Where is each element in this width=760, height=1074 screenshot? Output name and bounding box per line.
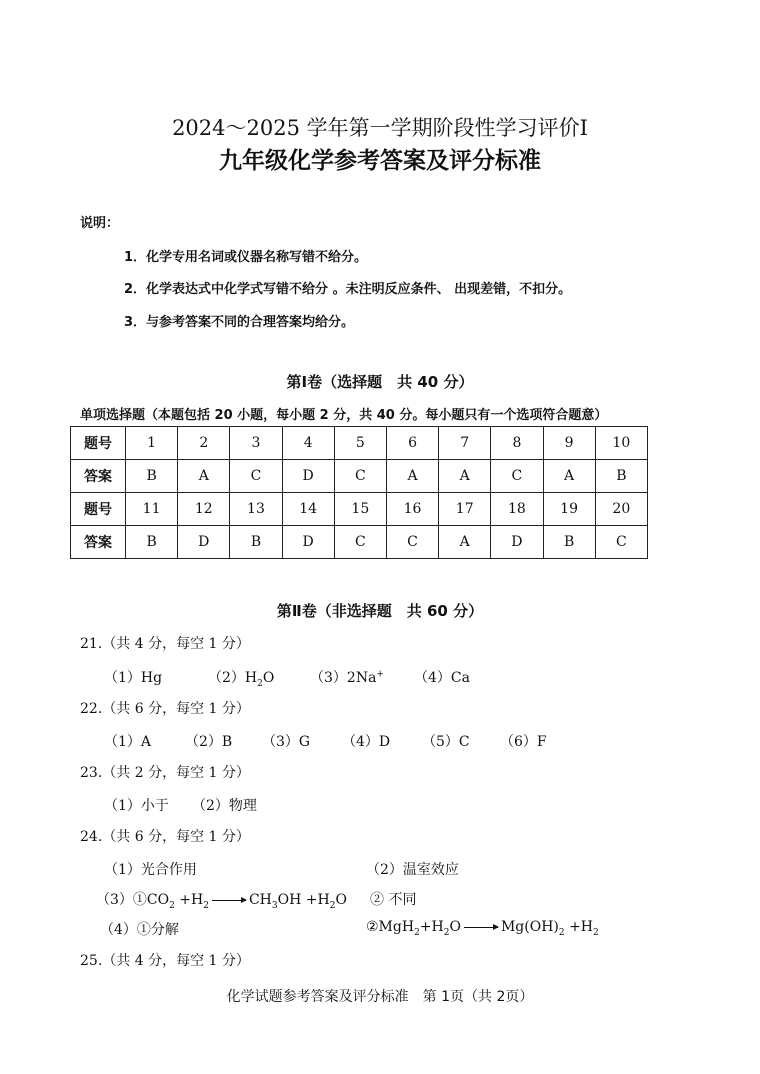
page-title-line2: 九年级化学参考答案及评分标准 — [219, 148, 541, 174]
number-cell: 4 — [282, 427, 334, 460]
reaction-arrow-icon — [212, 900, 246, 901]
answer-cell: C — [595, 526, 647, 559]
q21-answer-3: （3）2Na+ — [310, 669, 384, 686]
answer-cell: D — [282, 526, 334, 559]
answer-cell: A — [439, 460, 491, 493]
answer-cell: A — [386, 460, 438, 493]
number-cell: 6 — [386, 427, 438, 460]
part2-title: 第Ⅱ卷（非选择题 共 60 分） — [276, 602, 484, 620]
answer-cell: C — [386, 526, 438, 559]
q24-answer-3b: ② 不同 — [370, 892, 417, 908]
answer-cell: C — [334, 526, 386, 559]
page-title-line1: 2024～2025 学年第一学期阶段性学习评价Ⅰ — [172, 116, 588, 140]
answer-cell: C — [334, 460, 386, 493]
q24-answer-4b-equation: $②MgH_2+H_2O$ $Mg(OH)_2 +H_2$ — [366, 919, 599, 938]
q23-answer-2: （2）物理 — [192, 798, 257, 814]
q22-answer-6: （6）F — [500, 734, 547, 750]
table-row-answers-2 — [71, 526, 648, 559]
reaction-arrow-icon — [464, 927, 498, 928]
number-cell: 7 — [439, 427, 491, 460]
row-label-number: 题号 — [71, 427, 126, 460]
answer-table — [70, 426, 648, 559]
q24-heading: 24.（共 6 分，每空 1 分） — [80, 829, 250, 845]
q23-answer-1: （1）小于 — [104, 798, 169, 814]
number-cell: 18 — [491, 493, 543, 526]
number-cell: 17 — [439, 493, 491, 526]
row-label-answer: 答案 — [71, 526, 126, 559]
q24-answer-1: （1）光合作用 — [104, 862, 197, 878]
answer-cell: B — [595, 460, 647, 493]
q21-answer-1: （1）Hg — [104, 670, 163, 686]
q21-answer-4: （4）Ca — [414, 670, 470, 686]
number-cell: 11 — [126, 493, 178, 526]
number-cell: 19 — [543, 493, 595, 526]
answer-cell: B — [230, 526, 282, 559]
number-cell: 9 — [543, 427, 595, 460]
number-cell: 14 — [282, 493, 334, 526]
q23-heading: 23.（共 2 分，每空 1 分） — [80, 765, 250, 781]
number-cell: 15 — [334, 493, 386, 526]
notes-heading: 说明： — [80, 216, 120, 231]
q25-heading: 25.（共 4 分，每空 1 分） — [80, 953, 250, 969]
q22-answer-3: （3）G — [262, 734, 311, 750]
number-cell: 10 — [595, 427, 647, 460]
answer-cell: B — [126, 526, 178, 559]
q22-answer-1: （1）A — [104, 734, 152, 750]
q22-answer-5: （5）C — [422, 734, 470, 750]
note-item-3: 3．与参考答案不同的合理答案均给分。 — [124, 315, 355, 330]
q21-heading: 21.（共 4 分，每空 1 分） — [80, 636, 250, 652]
q21-answer-2: $(2)H_2O$ — [208, 670, 275, 689]
number-cell: 2 — [178, 427, 230, 460]
answer-cell: D — [491, 526, 543, 559]
number-cell: 20 — [595, 493, 647, 526]
row-label-number: 题号 — [71, 493, 126, 526]
q22-answer-2: （2）B — [185, 734, 233, 750]
number-cell: 12 — [178, 493, 230, 526]
table-row-numbers-2 — [71, 493, 648, 526]
answer-cell: D — [282, 460, 334, 493]
row-label-answer: 答案 — [71, 460, 126, 493]
number-cell: 8 — [491, 427, 543, 460]
q24-answer-4: （4）①分解 — [100, 922, 179, 938]
number-cell: 16 — [386, 493, 438, 526]
q24-answer-3-equation: $(3)①CO_2 +H_2$ $CH_3OH +H_2O$ — [96, 892, 347, 911]
answer-cell: A — [178, 460, 230, 493]
table-row-answers-1 — [71, 460, 648, 493]
answer-cell: C — [230, 460, 282, 493]
part1-instruction: 单项选择题（本题包括 20 小题，每小题 2 分，共 40 分。每小题只有一个选项符合题意） — [80, 408, 608, 423]
answer-cell: C — [491, 460, 543, 493]
note-item-1: 1．化学专用名词或仪器名称写错不给分。 — [124, 250, 368, 265]
number-cell: 5 — [334, 427, 386, 460]
q24-answer-2: （2）温室效应 — [366, 862, 459, 878]
answer-cell: B — [126, 460, 178, 493]
part1-title: 第Ⅰ卷（选择题 共 40 分） — [286, 373, 474, 391]
answer-cell: B — [543, 526, 595, 559]
q22-answer-4: （4）D — [342, 734, 391, 750]
number-cell: 1 — [126, 427, 178, 460]
number-cell: 13 — [230, 493, 282, 526]
note-item-2: 2．化学表达式中化学式写错不给分 。未注明反应条件、 出现差错，不扣分。 — [124, 282, 572, 297]
page-footer: 化学试题参考答案及评分标准 第 1页（共 2页） — [226, 989, 534, 1005]
q22-heading: 22.（共 6 分，每空 1 分） — [80, 701, 250, 717]
answer-cell: D — [178, 526, 230, 559]
table-row-numbers-1 — [71, 427, 648, 460]
answer-cell: A — [439, 526, 491, 559]
answer-cell: A — [543, 460, 595, 493]
number-cell: 3 — [230, 427, 282, 460]
